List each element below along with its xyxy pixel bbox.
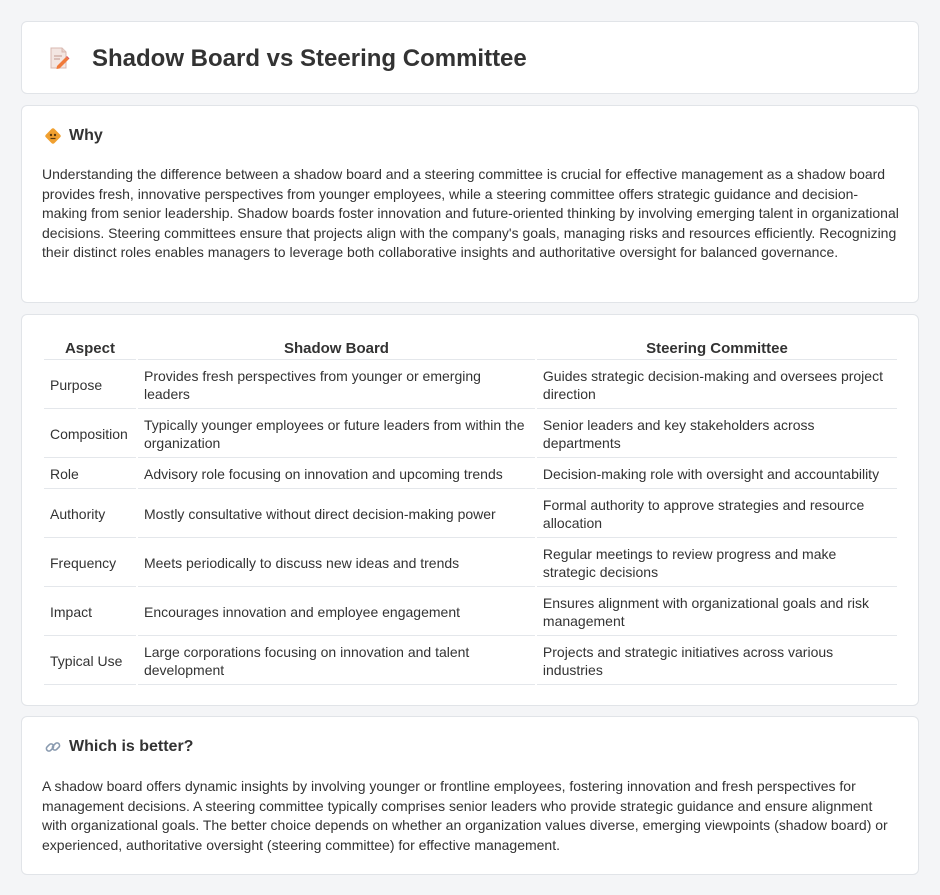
- steering-committee-cell: Guides strategic decision-making and oversees project direction: [537, 362, 897, 409]
- table-row: [44, 411, 897, 458]
- table-row: [44, 460, 897, 489]
- shadow-board-cell: Advisory role focusing on innovation and upcoming trends: [138, 460, 535, 489]
- shadow-board-cell: Meets periodically to discuss new ideas and trends: [138, 540, 535, 587]
- steering-committee-cell: Ensures alignment with organizational goals and risk management: [537, 589, 897, 636]
- steering-committee-cell: Decision-making role with oversight and accountability: [537, 460, 897, 489]
- comparison-table: [42, 336, 899, 687]
- header-card: [21, 21, 919, 94]
- aspect-cell: Purpose: [44, 362, 136, 409]
- comparison-section: [21, 314, 919, 706]
- better-title: Which is better?: [69, 738, 194, 755]
- why-heading: [44, 126, 103, 146]
- why-title: Why: [69, 127, 103, 144]
- why-text: Understanding the difference between a shadow board and a steering committee is crucial for effective management as a shadow board provides fresh, innovative perspectives from younger employees, while a steering committee offers strategic guidance and decision-making from senior leadership. Shadow boards foster innovation and future-oriented thinking by involving emerging talent in organizational decisions. Steering committees ensure that projects align with the company's goals, managing risks and resources efficiently. Recognizing their distinct roles enables managers to leverage both collaborative insights and authoritative oversight for balanced governance.: [42, 166, 899, 261]
- header-steering-committee: Steering Committee: [537, 338, 897, 360]
- header-aspect: Aspect: [44, 338, 136, 360]
- shadow-board-cell: Encourages innovation and employee engagement: [138, 589, 535, 636]
- shadow-board-cell: Provides fresh perspectives from younger or emerging leaders: [138, 362, 535, 409]
- aspect-cell: Role: [44, 460, 136, 489]
- steering-committee-cell: Projects and strategic initiatives across various industries: [537, 638, 897, 685]
- shadow-board-cell: Large corporations focusing on innovation and talent development: [138, 638, 535, 685]
- table-row: [44, 589, 897, 636]
- aspect-cell: Authority: [44, 491, 136, 538]
- page-title: Shadow Board vs Steering Committee: [92, 45, 527, 72]
- shadow-board-cell: Typically younger employees or future leaders from within the organization: [138, 411, 535, 458]
- table-row: [44, 540, 897, 587]
- shadow-board-cell: Mostly consultative without direct decision-making power: [138, 491, 535, 538]
- aspect-cell: Impact: [44, 589, 136, 636]
- which-is-better-section: [21, 716, 919, 875]
- link-icon: [44, 738, 62, 756]
- table-row: [44, 638, 897, 685]
- steering-committee-cell: Formal authority to approve strategies and resource allocation: [537, 491, 897, 538]
- better-text: A shadow board offers dynamic insights by involving younger or frontline employees, fostering innovation and fresh perspectives for management decisions. A steering committee typically comprises senior leaders who provide strategic guidance and ensure alignment with organizational goals. The better choice depends on whether an organization values diverse, emerging viewpoints (shadow board) or experienced, authoritative oversight (steering committee) for effective management.: [42, 778, 888, 853]
- diamond-sign-icon: [44, 127, 62, 145]
- better-heading: [44, 737, 193, 757]
- aspect-cell: Typical Use: [44, 638, 136, 685]
- header-shadow-board: Shadow Board: [138, 338, 535, 360]
- why-section: [21, 105, 919, 303]
- aspect-cell: Frequency: [44, 540, 136, 587]
- table-header-row: [44, 338, 897, 360]
- aspect-cell: Composition: [44, 411, 136, 458]
- steering-committee-cell: Regular meetings to review progress and make strategic decisions: [537, 540, 897, 587]
- table-row: [44, 362, 897, 409]
- document-pencil-icon: [48, 46, 70, 70]
- steering-committee-cell: Senior leaders and key stakeholders across departments: [537, 411, 897, 458]
- table-row: [44, 491, 897, 538]
